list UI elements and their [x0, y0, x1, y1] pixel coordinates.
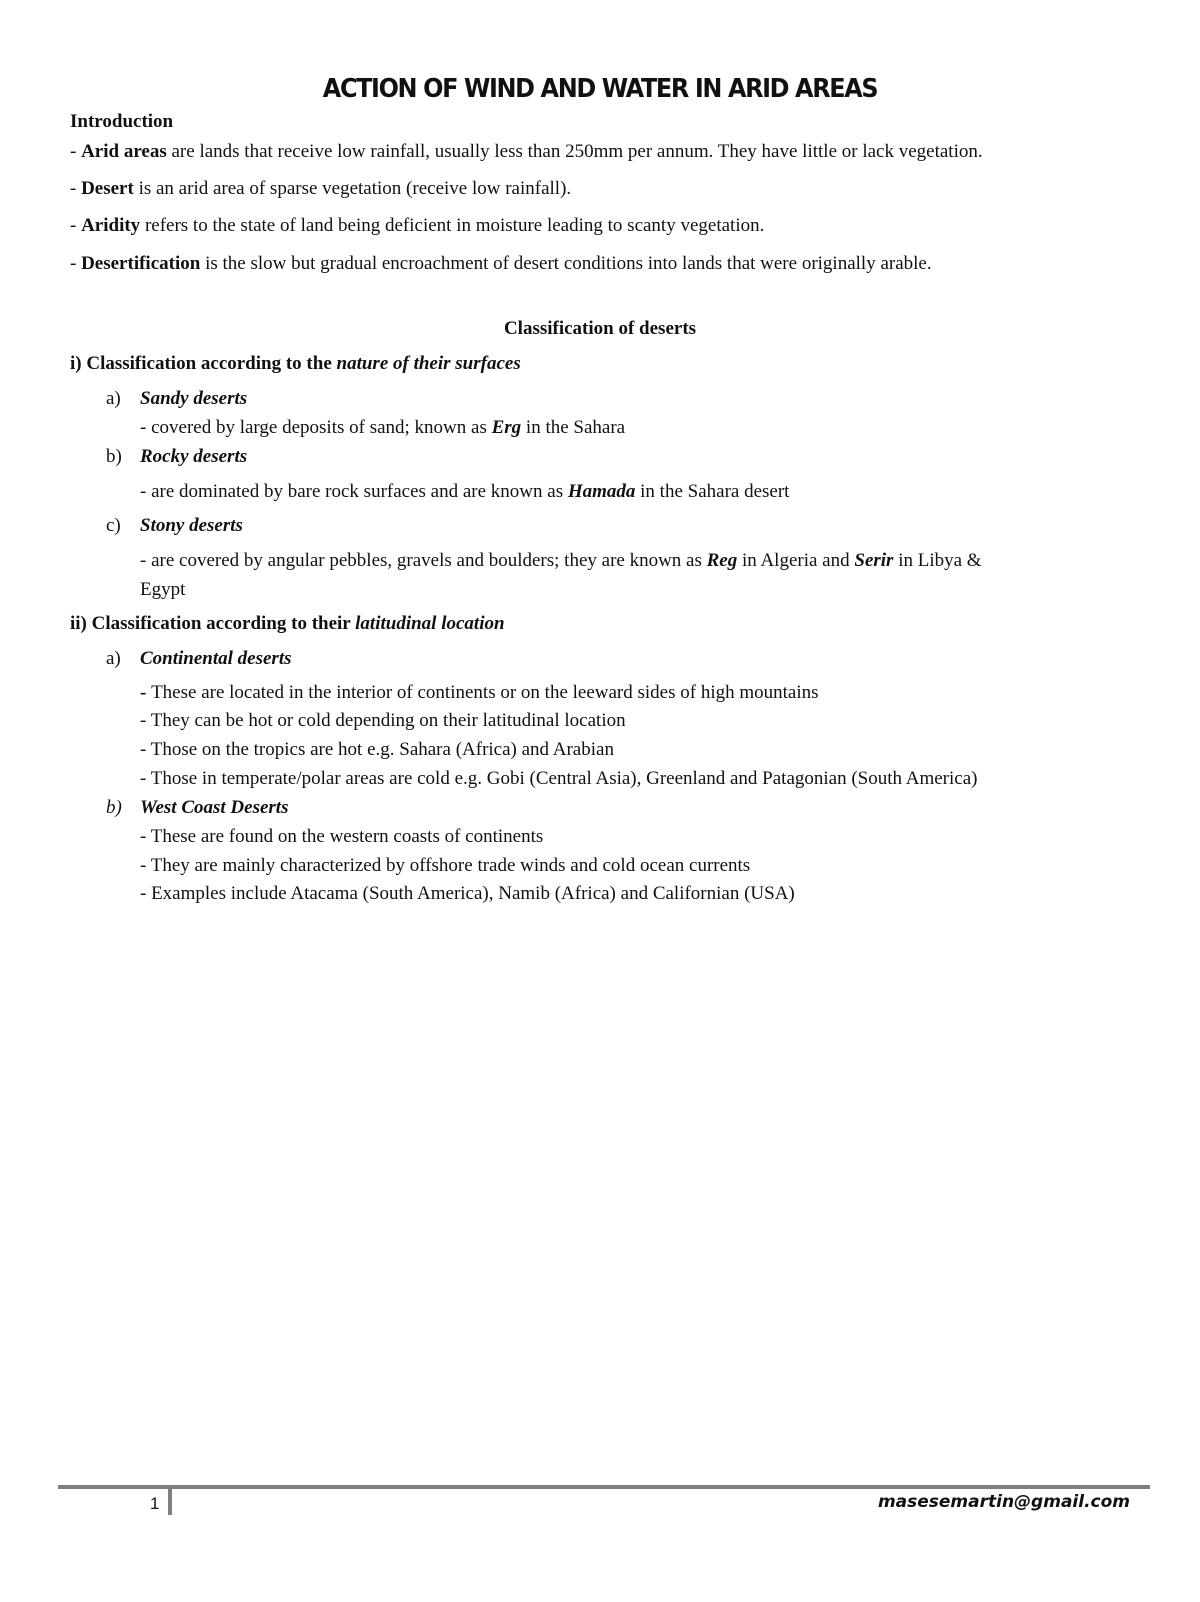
continental-line-2: - They can be hot or cold depending on their latitudinal location — [140, 710, 626, 731]
intro-item-desert: - Desert is an arid area of sparse vegetation (receive low rainfall). — [70, 178, 572, 199]
continental-line-1: - These are located in the interior of continents or on the leeward sides of high mountains — [140, 682, 819, 703]
footer-divider-tick — [168, 1485, 172, 1515]
intro-item-desertification: - Desertification is the slow but gradual encroachment of desert conditions into lands that were originally arable. — [70, 253, 932, 274]
classification-heading: Classification of deserts — [503, 318, 697, 339]
rocky-deserts-title: b) Rocky deserts — [106, 446, 248, 467]
sandy-deserts-text: - covered by large deposits of sand; known as Erg in the Sahara — [140, 417, 626, 438]
continental-deserts-title: a) Continental deserts — [106, 648, 292, 669]
west-coast-line-3: - Examples include Atacama (South America), Namib (Africa) and Californian (USA) — [140, 883, 795, 904]
intro-heading: Introduction — [70, 111, 174, 132]
intro-item-aridity: - Aridity refers to the state of land being deficient in moisture leading to scanty vegetation. — [70, 215, 765, 236]
rocky-deserts-text: - are dominated by bare rock surfaces and are known as Hamada in the Sahara desert — [140, 481, 790, 502]
footer-email: masesemartin@gmail.com — [877, 1492, 1130, 1512]
west-coast-line-2: - They are mainly characterized by offshore trade winds and cold ocean currents — [140, 855, 751, 876]
section-1-heading: i) Classification according to the nature of their surfaces — [70, 353, 521, 374]
page-number: 1 — [150, 1494, 160, 1513]
section-2-heading: ii) Classification according to their latitudinal location — [70, 613, 505, 634]
stony-deserts-text-cont: Egypt — [140, 579, 186, 600]
west-coast-line-1: - These are found on the western coasts of continents — [140, 826, 544, 847]
document-title: ACTION OF WIND AND WATER IN ARID AREAS — [322, 74, 878, 104]
sandy-deserts-title: a) Sandy deserts — [106, 388, 248, 409]
stony-deserts-text: - are covered by angular pebbles, gravels and boulders; they are known as Reg in Algeria and Serir in Libya & — [140, 550, 982, 571]
continental-line-3: - Those on the tropics are hot e.g. Sahara (Africa) and Arabian — [140, 739, 614, 760]
footer-divider — [58, 1485, 1150, 1489]
west-coast-deserts-title: b) West Coast Deserts — [106, 797, 289, 818]
stony-deserts-title: c) Stony deserts — [106, 515, 243, 536]
continental-line-4: - Those in temperate/polar areas are cold e.g. Gobi (Central Asia), Greenland and Patagonian (South America) — [140, 768, 978, 789]
intro-item-arid-areas: - Arid areas are lands that receive low rainfall, usually less than 250mm per annum. They have little or lack vegetation. — [70, 141, 983, 162]
